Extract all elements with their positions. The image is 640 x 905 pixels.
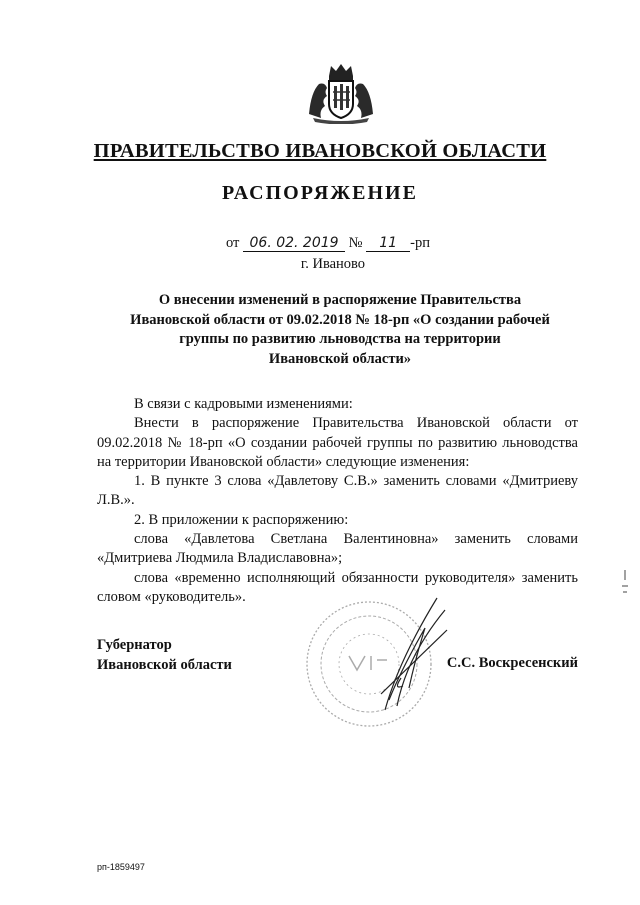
signature-icon <box>381 598 447 710</box>
body-paragraph: слова «Давлетова Светлана Валентиновна» заменить словами «Дмитриева Людмила Владиславовна»; <box>97 531 578 567</box>
dateline <box>226 235 430 252</box>
official-stamp-icon <box>297 590 457 740</box>
margin-mark-icon <box>618 568 632 598</box>
body-paragraph: 1. В пункте 3 слова «Давлетову С.В.» заменить словами «Дмитриеву Л.В.». <box>97 473 578 509</box>
number-sign: № <box>348 235 363 251</box>
body-paragraph: слова «временно исполняющий обязанности руководителя» заменить словом «руководитель». <box>97 569 578 605</box>
document-type: РАСПОРЯЖЕНИЕ <box>222 182 418 204</box>
signer-region: Ивановской области <box>97 656 232 673</box>
government-title: ПРАВИТЕЛЬСТВО ИВАНОВСКОЙ ОБЛАСТИ <box>93 140 547 162</box>
body-paragraph: Внести в распоряжение Правительства Ивановской области от 09.02.2018 № 18-рп «О создании рабочей группы по развитию льноводства на территории Ивановской области» следующие изменения: <box>97 415 578 470</box>
document-heading <box>100 291 580 369</box>
signer-title: Губернатор <box>97 637 172 653</box>
heading-line: Ивановской области» <box>268 350 412 367</box>
heading-line: Ивановской области от 09.02.2018 № 18-рп «О создании рабочей <box>130 311 550 328</box>
coat-of-arms-icon <box>305 62 377 124</box>
heading-line: группы по развитию льноводства на территории <box>179 331 501 347</box>
body-paragraph: 2. В приложении к распоряжению: <box>134 511 349 528</box>
body-paragraph: В связи с кадровыми изменениями: <box>134 396 353 412</box>
document-code: рп-1859497 <box>97 862 145 872</box>
signer-name: С.С. Воскресенский <box>446 655 578 671</box>
number-suffix: -рп <box>410 235 430 251</box>
signature-position <box>97 636 232 675</box>
document-date: 06. 02. 2019 <box>243 235 345 252</box>
heading-line: О внесении изменений в распоряжение Правительства <box>158 292 522 308</box>
from-label: от <box>226 235 240 251</box>
document-body <box>97 395 578 607</box>
city: г. Иваново <box>300 256 366 272</box>
document-number: 11 <box>366 235 410 252</box>
